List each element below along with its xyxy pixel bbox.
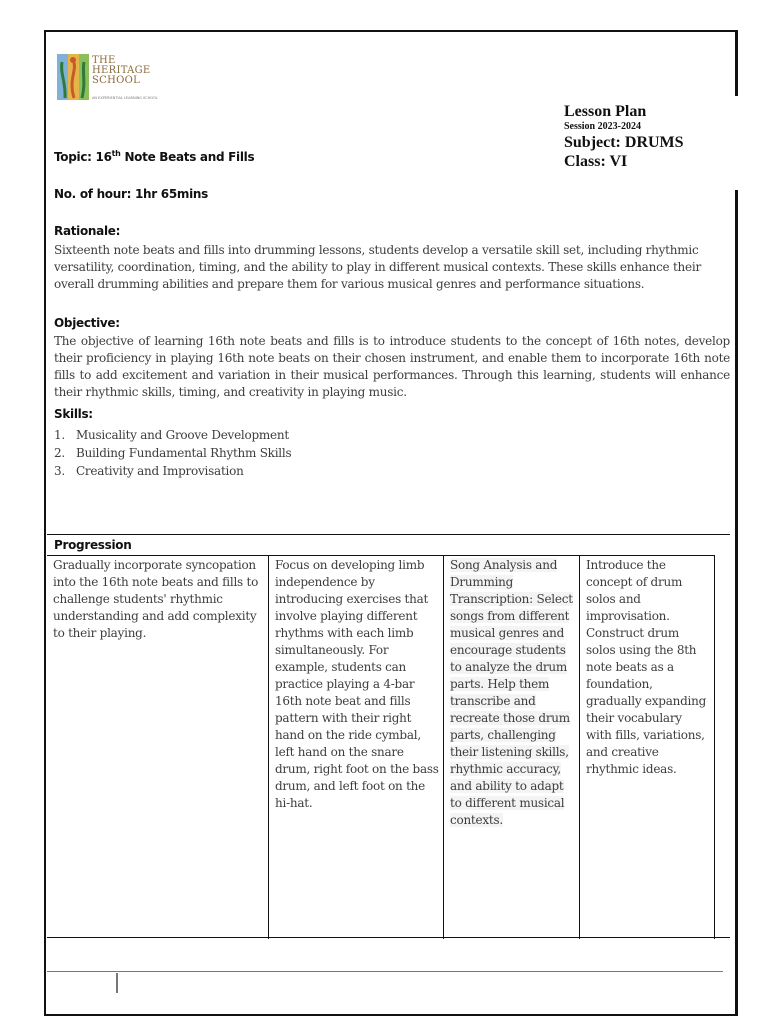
page-border-right-upper (735, 30, 738, 96)
heritage-logo-icon (56, 52, 90, 102)
lesson-plan-title: Lesson Plan (564, 103, 647, 120)
progression-table (47, 555, 715, 939)
list-item: 3. Creativity and Improvisation (54, 464, 244, 478)
list-item: 2. Building Fundamental Rhythm Skills (54, 446, 292, 460)
objective-heading: Objective: (54, 316, 120, 330)
progression-cell-3: Song Analysis and Drumming Transcription: Select songs from different musical genres and encourage students to analyze the drum parts. Help them transcribe and recreate those drum parts, challenging their listening skills, rhythmic accuracy, and ability to adapt to different musical contexts. (443, 556, 579, 939)
lesson-plan-header (564, 103, 734, 171)
progression-bottom-rule (47, 937, 730, 938)
footer-tick (116, 973, 118, 993)
rationale-text: Sixteenth note beats and fills into drumming lessons, students develop a versatile skill set, including rhythmic versatility, coordination, timing, and the ability to play in different musical contexts. These skills enhance their overall drumming abilities and prepare them for various musical genres and performance situations. (54, 243, 701, 291)
skills-heading: Skills: (54, 407, 93, 421)
footer-divider (47, 971, 723, 972)
progression-cell-4: Introduce the concept of drum solos and improvisation. Construct drum solos using the 8th note beats as a foundation, gradually expanding their vocabulary with fills, variations, and creative rhythmic ideas. (579, 556, 715, 939)
school-logo (56, 52, 196, 108)
topic-heading: Topic: 16th Note Beats and Fills (54, 149, 255, 164)
objective-text: The objective of learning 16th note beats and fills is to introduce students to the concept of 16th notes, develop their proficiency in playing 16th note beats on their chosen instrument, and enable them to incorporate 16th note fills to add excitement and variation in their musical performances. Through this learning, students will enhance their rhythmic skills, timing, and creativity in playing music. (54, 334, 730, 399)
hours-heading: No. of hour: 1hr 65mins (54, 187, 208, 201)
rationale-heading: Rationale: (54, 224, 121, 238)
progression-heading: Progression (54, 538, 132, 552)
class-label: Class: VI (564, 153, 628, 170)
logo-wordmark: THE HERITAGE SCHOOL (92, 55, 151, 86)
page-border-left (44, 30, 46, 1016)
progression-cell-1: Gradually incorporate syncopation into the 16th note beats and fills to challenge students' rhythmic understanding and add complexity to their playing. (53, 558, 259, 640)
page-border-top (44, 30, 738, 32)
session-label: Session 2023-2024 (564, 121, 641, 132)
subject-label: Subject: DRUMS (564, 134, 684, 151)
logo-tagline: AN EXPERIENTIAL LEARNING SCHOOL (92, 96, 158, 100)
list-item: 1. Musicality and Groove Development (54, 428, 289, 442)
page-border-right-lower (735, 190, 738, 1016)
skills-list (54, 426, 291, 480)
progression-cell-2: Focus on developing limb independence by introducing exercises that involve playing different rhythms with each limb simultaneously. For example, students can practice playing a 4-bar 16th note beat and fills pattern with their right hand on the ride cymbal, left hand on the snare drum, right foot on the bass drum, and left foot on the hi-hat. (268, 556, 443, 939)
progression-divider (47, 534, 730, 535)
page-border-bottom (44, 1014, 738, 1016)
